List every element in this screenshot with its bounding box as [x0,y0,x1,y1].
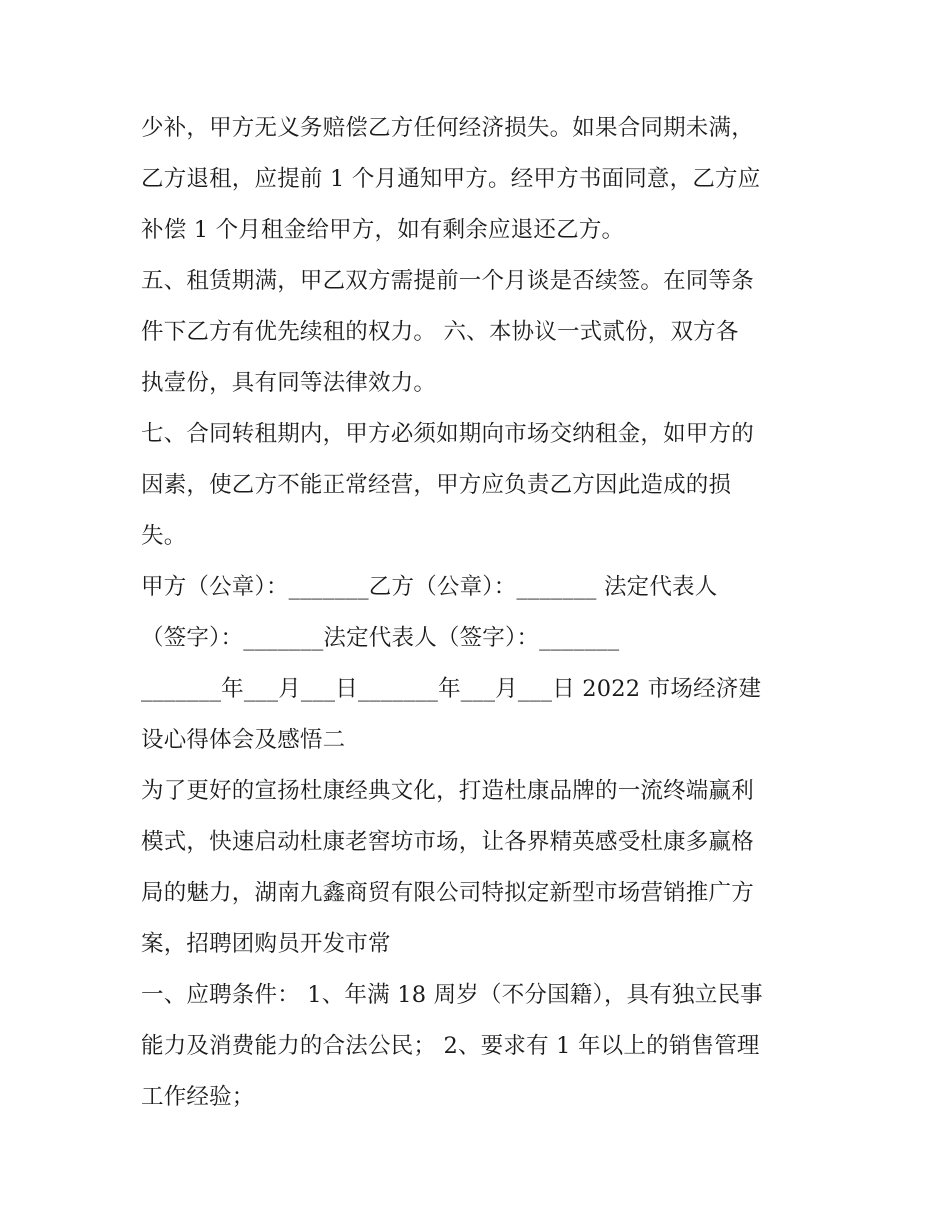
text-line: 件下乙方有优先续租的权力。 六、本协议一式贰份，双方各 [141,319,739,345]
text-line: 局的魅力，湖南九鑫商贸有限公司特拟定新型市场营销推广方 [141,880,754,906]
text-line: 为了更好的宣扬杜康经典文化，打造杜康品牌的一流终端赢利 [141,778,754,804]
text-line: 一、应聘条件： 1、年满 18 周岁（不分国籍），具有独立民事 [141,982,763,1008]
text-line: 执壹份，具有同等法律效力。 [141,370,437,396]
signature-line: （签字）：_______法定代表人（签字）：_______ [141,625,620,651]
text-line: 工作经验； [141,1084,255,1110]
text-line: 失。 [141,523,187,549]
section-title-line: 设心得体会及感悟二 [141,727,346,753]
date-line: _______年___月___日_______年___月___日 2022 市场经济建 [141,676,762,702]
text-line: 案，招聘团购员开发市常 [141,931,391,957]
text-line: 因素，使乙方不能正常经营，甲方应负责乙方因此造成的损 [141,472,732,498]
text-line: 少补，甲方无义务赔偿乙方任何经济损失。如果合同期未满， [141,115,754,141]
signature-line: 甲方（公章）：_______乙方（公章）：_______ 法定代表人 [141,574,718,600]
text-line: 乙方退租，应提前 1 个月通知甲方。经甲方书面同意，乙方应 [141,166,761,192]
text-line: 五、租赁期满，甲乙双方需提前一个月谈是否续签。在同等条 [141,268,754,294]
text-line: 补偿 1 个月租金给甲方，如有剩余应退还乙方。 [141,217,625,243]
text-line: 能力及消费能力的合法公民； 2、要求有 1 年以上的销售管理 [141,1033,760,1059]
document-body [141,103,831,1123]
text-line: 模式，快速启动杜康老窖坊市场，让各界精英感受杜康多赢格 [141,829,754,855]
text-line: 七、合同转租期内，甲方必须如期向市场交纳租金，如甲方的 [141,421,754,447]
